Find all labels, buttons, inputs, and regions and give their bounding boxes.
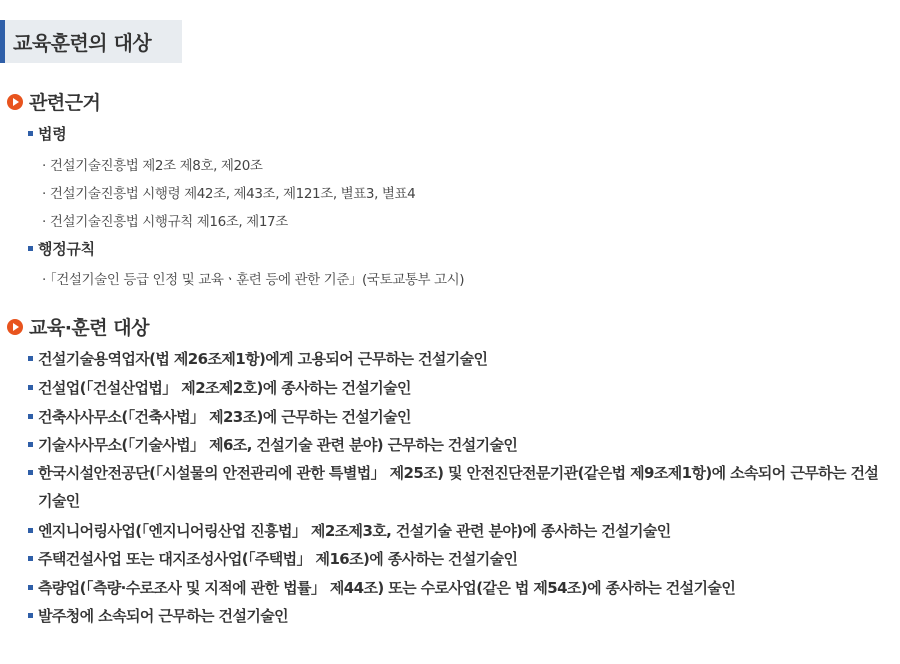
rule-item-text: 「건설기술인 등급 인정 및 교육ㆍ훈련 등에 관한 기준」(국토교통부 고시) <box>49 272 465 288</box>
statute-item <box>42 210 288 230</box>
square-bullet-icon <box>28 356 33 361</box>
square-bullet-icon <box>28 528 33 533</box>
dot-marker: · <box>42 214 46 230</box>
statute-item <box>42 154 263 174</box>
sub-heading-statutes <box>28 123 66 144</box>
dot-marker: · <box>42 272 46 288</box>
target-item <box>28 459 888 515</box>
sub-heading-label: 행정규칙 <box>38 240 95 258</box>
target-item-text: 주택건설사업 또는 대지조성사업(「주택법」 제16조)에 종사하는 건설기술인 <box>38 550 518 568</box>
target-item-text: 건축사사무소(「건축사법」 제23조)에 근무하는 건설기술인 <box>38 408 411 426</box>
target-item <box>28 431 888 459</box>
square-bullet-icon <box>28 414 33 419</box>
section-heading-targets <box>7 313 149 340</box>
sub-heading-label: 법령 <box>38 125 67 143</box>
square-bullet-icon <box>28 470 33 475</box>
sub-heading-rules <box>28 238 95 259</box>
play-circle-icon <box>7 319 23 335</box>
square-bullet-icon <box>28 613 33 618</box>
square-bullet-icon <box>28 556 33 561</box>
statute-item-text: 건설기술진흥법 시행령 제42조, 제43조, 제121조, 별표3, 별표4 <box>49 186 416 202</box>
target-item <box>28 545 888 573</box>
section-heading-basis <box>7 88 100 115</box>
target-item-text: 기술사사무소(「기술사법」 제6조, 건설기술 관련 분야) 근무하는 건설기술인 <box>38 436 518 454</box>
statute-item <box>42 182 415 202</box>
square-bullet-icon <box>28 385 33 390</box>
square-bullet-icon <box>28 246 33 251</box>
page-title: 교육훈련의 대상 <box>0 20 182 63</box>
square-bullet-icon <box>28 131 33 136</box>
square-bullet-icon <box>28 442 33 447</box>
target-item-text: 엔지니어링사업(「엔지니어링산업 진흥법」 제2조제3호, 건설기술 관련 분야)에 종사하는 건설기술인 <box>38 522 671 540</box>
dot-marker: · <box>42 186 46 202</box>
target-item-text: 한국시설안전공단(「시설물의 안전관리에 관한 특별법」 제25조) 및 안전진단전문기관(같은법 제9조제1항)에 소속되어 근무하는 건설기술인 <box>38 464 879 510</box>
statute-item-text: 건설기술진흥법 시행규칙 제16조, 제17조 <box>49 214 288 230</box>
target-item <box>28 403 888 431</box>
target-item <box>28 602 888 630</box>
target-item-text: 발주청에 소속되어 근무하는 건설기술인 <box>38 607 288 625</box>
target-item <box>28 374 888 402</box>
section-heading-label: 교육·훈련 대상 <box>29 317 149 339</box>
target-item <box>28 345 888 373</box>
dot-marker: · <box>42 158 46 174</box>
section-heading-label: 관련근거 <box>29 92 101 114</box>
statute-item-text: 건설기술진흥법 제2조 제8호, 제20조 <box>49 158 263 174</box>
rule-item <box>42 268 464 288</box>
square-bullet-icon <box>28 585 33 590</box>
play-circle-icon <box>7 94 23 110</box>
target-item <box>28 517 888 545</box>
target-item-text: 측량업(「측량·수로조사 및 지적에 관한 법률」 제44조) 또는 수로사업(같은 법 제54조)에 종사하는 건설기술인 <box>38 579 736 597</box>
target-item <box>28 574 888 602</box>
target-item-text: 건설기술용역업자(법 제26조제1항)에게 고용되어 근무하는 건설기술인 <box>38 350 488 368</box>
target-item-text: 건설업(「건설산업법」 제2조제2호)에 종사하는 건설기술인 <box>38 379 411 397</box>
